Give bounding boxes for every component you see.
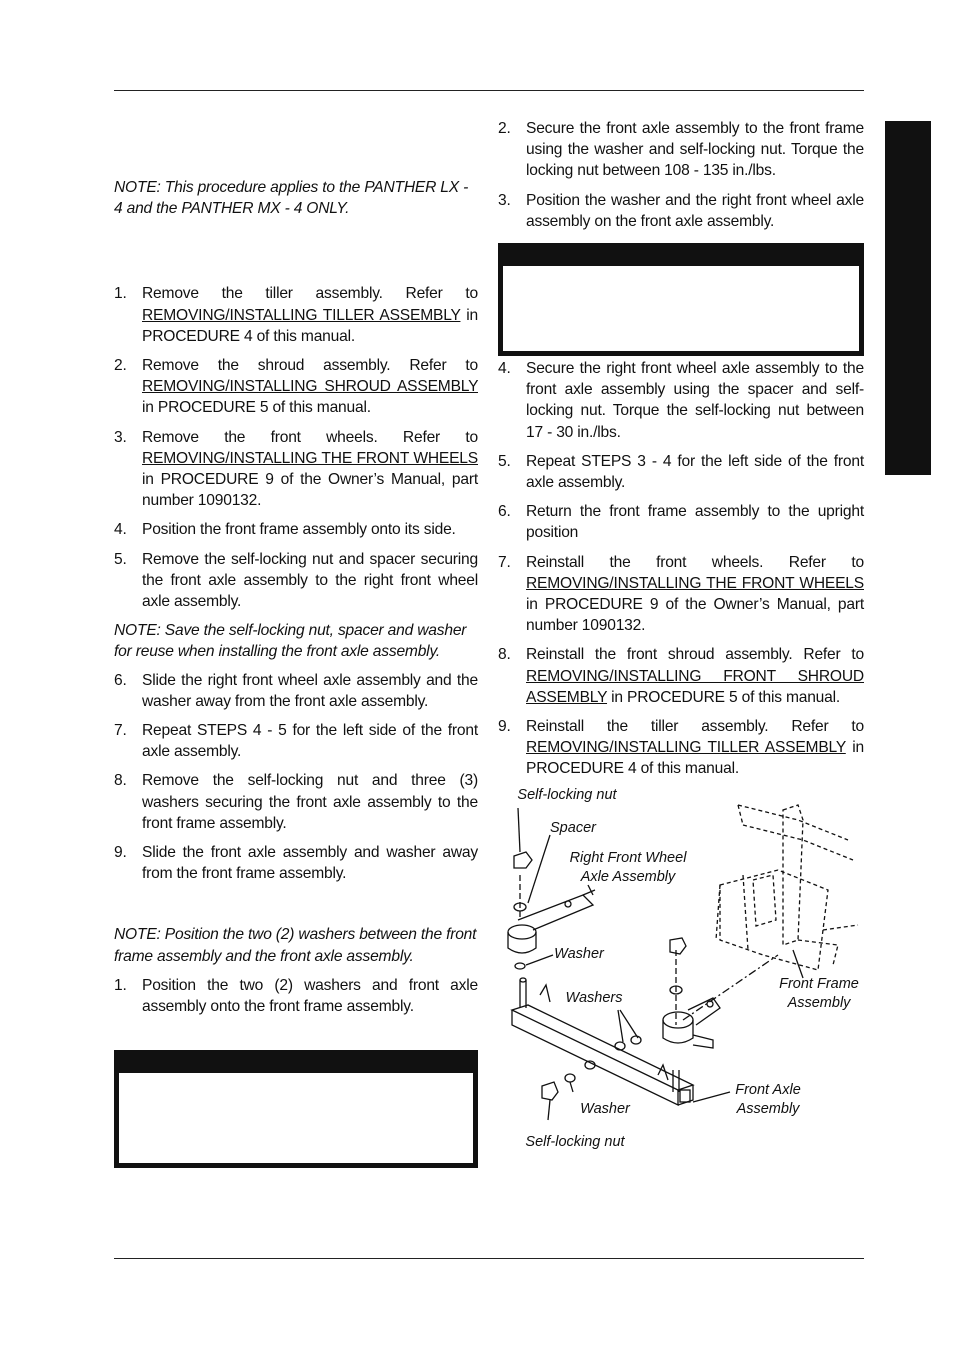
step-number: 1. [114, 976, 127, 994]
label-self-locking-nut-top: Self-locking nut [517, 787, 617, 803]
warning-header-right [503, 248, 859, 266]
step-item [498, 644, 864, 708]
step-number: 5. [498, 452, 511, 470]
header-rule [114, 90, 864, 91]
step-text: Return the front frame assembly to the upright position [526, 503, 864, 542]
step-text-pre: Reinstall the front shroud assembly. Refer to [526, 646, 864, 664]
procedure-reference-link[interactable]: REMOVING/INSTALLING THE FRONT WHEELS [526, 574, 864, 592]
step-text: Remove the self-locking nut and spacer securing the front axle assembly to the right front wheel axle assembly. [142, 550, 478, 611]
left-column [114, 177, 478, 1025]
step-number: 6. [498, 503, 511, 521]
step-text [526, 552, 864, 637]
step-text: Repeat STEPS 3 - 4 for the left side of the front axle assembly. [526, 452, 864, 492]
label-spacer: Spacer [550, 820, 596, 836]
label-washers: Washers [565, 990, 623, 1006]
section-tab [885, 121, 931, 475]
step-item [498, 118, 864, 182]
step-item [498, 358, 864, 443]
step-text-post: in PROCEDURE 4 of this manual. [142, 306, 478, 345]
removal-steps-continued [114, 670, 478, 885]
nut-top-drawing [514, 852, 532, 868]
step-item [114, 842, 478, 884]
step-number: 9. [498, 718, 511, 736]
step-text [526, 716, 864, 780]
step-text: Remove the self-locking nut and three (3) washers securing the front axle assembly to the front frame assembly. [142, 772, 478, 832]
step-text: Slide the right front wheel axle assembly and the washer away from the front axle assembly. [142, 671, 478, 710]
step-text: Secure the front axle assembly to the front frame using the washer and self-locking nut. Torque the locking nut between 108 - 135 in./lbs. [526, 120, 864, 180]
step-item [114, 549, 478, 613]
step-item [498, 451, 864, 493]
step-item [114, 519, 478, 540]
step-text: Position the front frame assembly onto its side. [142, 521, 456, 539]
warning-header-left [119, 1055, 473, 1073]
install-steps-right-b [498, 358, 864, 780]
step-number: 9. [114, 844, 127, 862]
right-column-top [498, 118, 864, 240]
label-washer-lower: Washer [580, 1101, 630, 1117]
step-text: Slide the front axle assembly and washer away from the front frame assembly. [142, 844, 478, 883]
step-item [498, 716, 864, 780]
procedure-reference-link[interactable]: REMOVING/INSTALLING SHROUD ASSEMBLY [142, 378, 478, 396]
step-item [498, 552, 864, 637]
step-item [498, 190, 864, 232]
step-item [114, 720, 478, 762]
step-text: Position the washer and the right front wheel axle assembly on the front axle assembly. [526, 191, 864, 230]
step-text-pre: Remove the tiller assembly. Refer to [142, 285, 478, 303]
step-item [114, 770, 478, 834]
footer-rule [114, 1258, 864, 1259]
note-applicability: NOTE: This procedure applies to the PANTHER LX - 4 and the PANTHER MX - 4 ONLY. [114, 179, 469, 218]
install-steps-right-a [498, 118, 864, 232]
step-text [142, 355, 478, 419]
step-text: Position the two (2) washers and front axle assembly onto the front frame assembly. [142, 976, 478, 1016]
label-self-locking-nut-bottom: Self-locking nut [525, 1134, 625, 1150]
step-text [142, 427, 478, 512]
step-number: 3. [114, 428, 127, 446]
step-item [114, 283, 478, 347]
step-number: 7. [498, 553, 511, 571]
label-front-frame-assembly: Front Frame Assembly [779, 976, 859, 1011]
step-text: Repeat STEPS 4 - 5 for the left side of the front axle assembly. [142, 722, 478, 761]
step-number: 7. [114, 722, 127, 740]
warning-box-left [114, 1050, 478, 1168]
note-save-parts: NOTE: Save the self-locking nut, spacer and washer for reuse when installing the front axle assembly. [114, 622, 467, 661]
step-number: 3. [498, 191, 511, 209]
install-steps [114, 975, 478, 1017]
step-text-pre: Remove the front wheels. Refer to [142, 428, 478, 446]
step-number: 8. [498, 646, 511, 664]
front-frame-drawing [716, 805, 858, 970]
removal-steps [114, 283, 478, 612]
step-text-post: in PROCEDURE 9 of the Owner’s Manual, part number 1090132. [142, 471, 478, 510]
step-text-pre: Reinstall the tiller assembly. Refer to [526, 718, 864, 736]
label-front-axle-assembly: Front Axle Assembly [735, 1082, 801, 1117]
step-number: 5. [114, 550, 127, 568]
procedure-reference-link[interactable]: REMOVING/INSTALLING FRONT SHROUD ASSEMBLY [526, 667, 864, 706]
step-text-post: in PROCEDURE 4 of this manual. [526, 739, 864, 778]
label-right-front-wheel-axle: Right Front Wheel Axle Assembly [569, 850, 687, 885]
step-item [114, 427, 478, 512]
step-text-pre: Remove the shroud assembly. Refer to [142, 357, 478, 375]
procedure-reference-link[interactable]: REMOVING/INSTALLING TILLER ASSEMBLY [142, 306, 461, 324]
step-number: 2. [498, 120, 511, 137]
step-number: 8. [114, 772, 127, 790]
step-number: 1. [114, 285, 127, 303]
step-item [114, 670, 478, 712]
procedure-reference-link[interactable]: REMOVING/INSTALLING THE FRONT WHEELS [142, 449, 478, 467]
warning-box-right [498, 243, 864, 356]
step-number: 6. [114, 671, 127, 689]
right-column-bottom [498, 358, 864, 788]
step-text [142, 283, 478, 347]
step-text: Secure the right front wheel axle assembly to the front axle assembly using the spacer and self-locking nut. Torque the self-locking nut between 17 - 30 in./lbs. [526, 360, 864, 441]
step-text [526, 644, 864, 708]
nut-bottom-drawing [542, 1082, 558, 1100]
procedure-reference-link[interactable]: REMOVING/INSTALLING TILLER ASSEMBLY [526, 739, 846, 757]
step-text-post: in PROCEDURE 9 of the Owner’s Manual, part number 1090132. [526, 596, 864, 635]
note-washers: NOTE: Position the two (2) washers between the front frame assembly and the front axle assembly. [114, 926, 477, 965]
step-text-post: in PROCEDURE 5 of this manual. [142, 399, 371, 417]
step-number: 2. [114, 357, 127, 375]
step-number: 4. [498, 360, 511, 377]
step-number: 4. [114, 521, 127, 539]
wheel-axle-left-drawing [508, 890, 595, 953]
step-text-pre: Reinstall the front wheels. Refer to [526, 553, 864, 571]
label-washer-upper: Washer [554, 946, 604, 962]
step-item [114, 355, 478, 419]
step-text-post: in PROCEDURE 5 of this manual. [607, 688, 841, 706]
wheel-axle-right-drawing [663, 998, 720, 1048]
step-item [498, 501, 864, 543]
step-item [114, 975, 478, 1017]
